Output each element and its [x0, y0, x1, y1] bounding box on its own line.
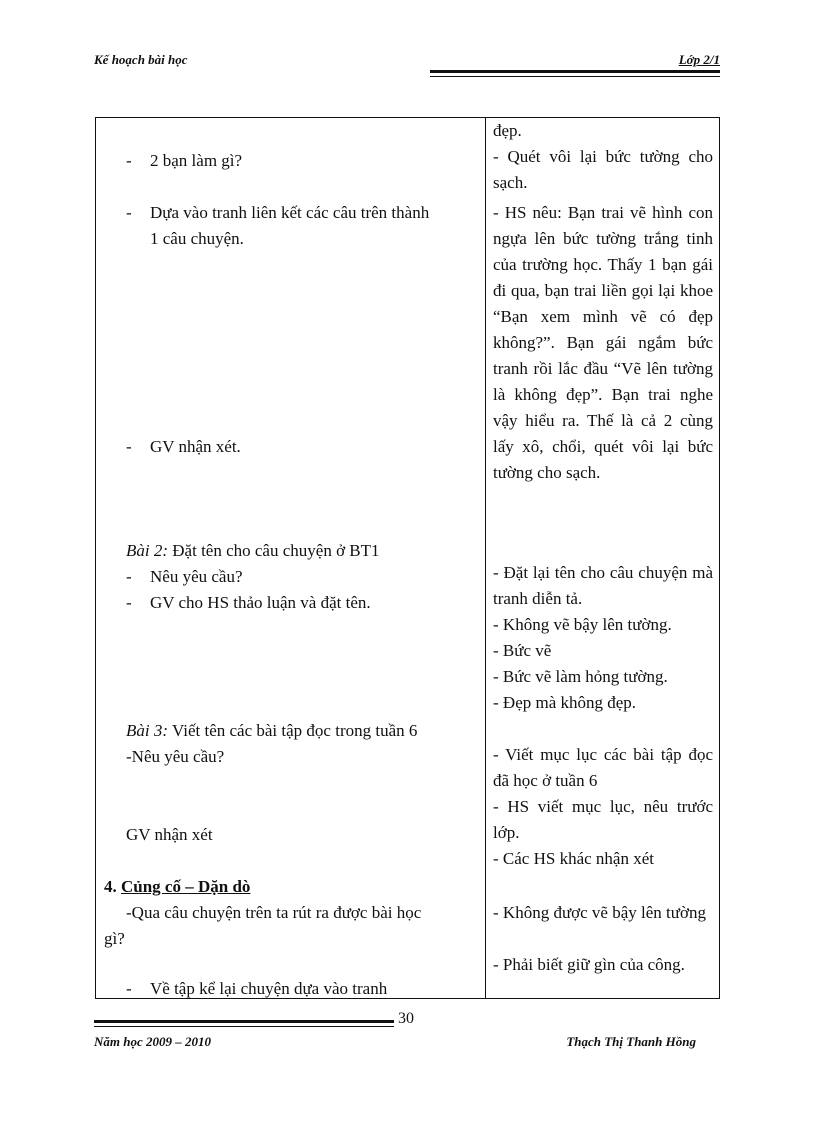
section-4-heading [104, 874, 250, 900]
answer-whitewash: - Quét vôi lại bức tường cho sạch. [493, 147, 713, 192]
exercise-2-q1: Nêu yêu cầu? [150, 567, 243, 586]
answer-title-1: - Đặt lại tên cho câu chuyện mà tranh diễn tả. [493, 563, 713, 608]
answer-lesson-2: - Phải biết giữ gìn của công. [493, 955, 685, 974]
header-title: Kế hoạch bài học [94, 52, 188, 67]
dash-bullet: - [126, 203, 132, 222]
section-4-title: Củng cố – Dặn dò [121, 877, 251, 896]
answer-index-2: - HS viết mục lục, nêu trước lớp. [493, 797, 713, 842]
section-4-q1-line1: -Qua câu chuyện trên ta rút ra được bài học [126, 903, 422, 922]
lesson-table [95, 117, 720, 999]
exercise-2-heading [126, 538, 380, 564]
header-class: Lớp 2/1 [678, 52, 720, 67]
dash-bullet: - [126, 437, 132, 456]
header-rule-thick [430, 70, 720, 73]
answer-index-3: - Các HS khác nhận xét [493, 849, 654, 868]
exercise-3-label: Bài 3: [126, 721, 169, 740]
answer-line-0: đẹp. [493, 121, 522, 140]
exercise-3-text: Viết tên các bài tập đọc trong tuần 6 [171, 721, 418, 740]
exercise-2-text: Đặt tên cho câu chuyện ở BT1 [172, 541, 380, 560]
footer-author: Thạch Thị Thanh Hồng [566, 1034, 696, 1049]
section-4-number: 4. [104, 877, 117, 896]
answer-index-1: - Viết mục lục các bài tập đọc đã học ở tuần 6 [493, 745, 713, 790]
dash-bullet: - [126, 567, 132, 586]
answer-lesson-1: - Không được vẽ bậy lên tường [493, 903, 706, 922]
exercise-2-label: Bài 2: [126, 541, 169, 560]
answer-story: - HS nêu: Bạn trai vẽ hình con ngựa lên bức tường trắng tinh của trường học. Thấy 1 bạn gái đi qua, bạn trai liền gọi lại khoe “Bạn xem mình vẽ có đẹp không?”. Bạn gái ngắm bức tranh rồi lắc đầu “Vẽ lên tường là không đẹp”. Bạn trai nghe vậy hiểu ra. Thế là cả 2 cùng lấy xô, chổi, quét vôi lại bức tường cho sạch. [493, 203, 713, 482]
footer-school-year: Năm học 2009 – 2010 [94, 1034, 211, 1049]
exercise-3-q2: GV nhận xét [126, 825, 213, 844]
question-link-story-1: Dựa vào tranh liên kết các câu trên thành [150, 203, 430, 222]
dash-bullet: - [126, 979, 132, 998]
dash-bullet: - [126, 151, 132, 170]
question-link-story-2: 1 câu chuyện. [150, 229, 244, 248]
header-rule-thin [430, 76, 720, 77]
answer-title-5: - Đẹp mà không đẹp. [493, 693, 637, 712]
teacher-comment: GV nhận xét. [150, 437, 241, 456]
section-4-q1-line2: gì? [104, 929, 125, 948]
footer-rule-thick [94, 1020, 394, 1023]
dash-bullet: - [126, 593, 132, 612]
answer-title-2: - Không vẽ bậy lên tường. [493, 615, 672, 634]
answer-title-4: - Bức vẽ làm hỏng tường. [493, 667, 668, 686]
section-4-q2: Về tập kể lại chuyện dựa vào tranh [150, 979, 388, 998]
page-number: 30 [398, 1010, 414, 1027]
question-what-doing: 2 bạn làm gì? [150, 151, 243, 170]
footer-rule-thin [94, 1026, 394, 1027]
column-divider [485, 118, 486, 998]
exercise-3-q1: -Nêu yêu cầu? [126, 747, 225, 766]
exercise-3-heading [126, 718, 417, 744]
answer-title-3: - Bức vẽ [493, 641, 552, 660]
exercise-2-q2: GV cho HS thảo luận và đặt tên. [150, 593, 371, 612]
